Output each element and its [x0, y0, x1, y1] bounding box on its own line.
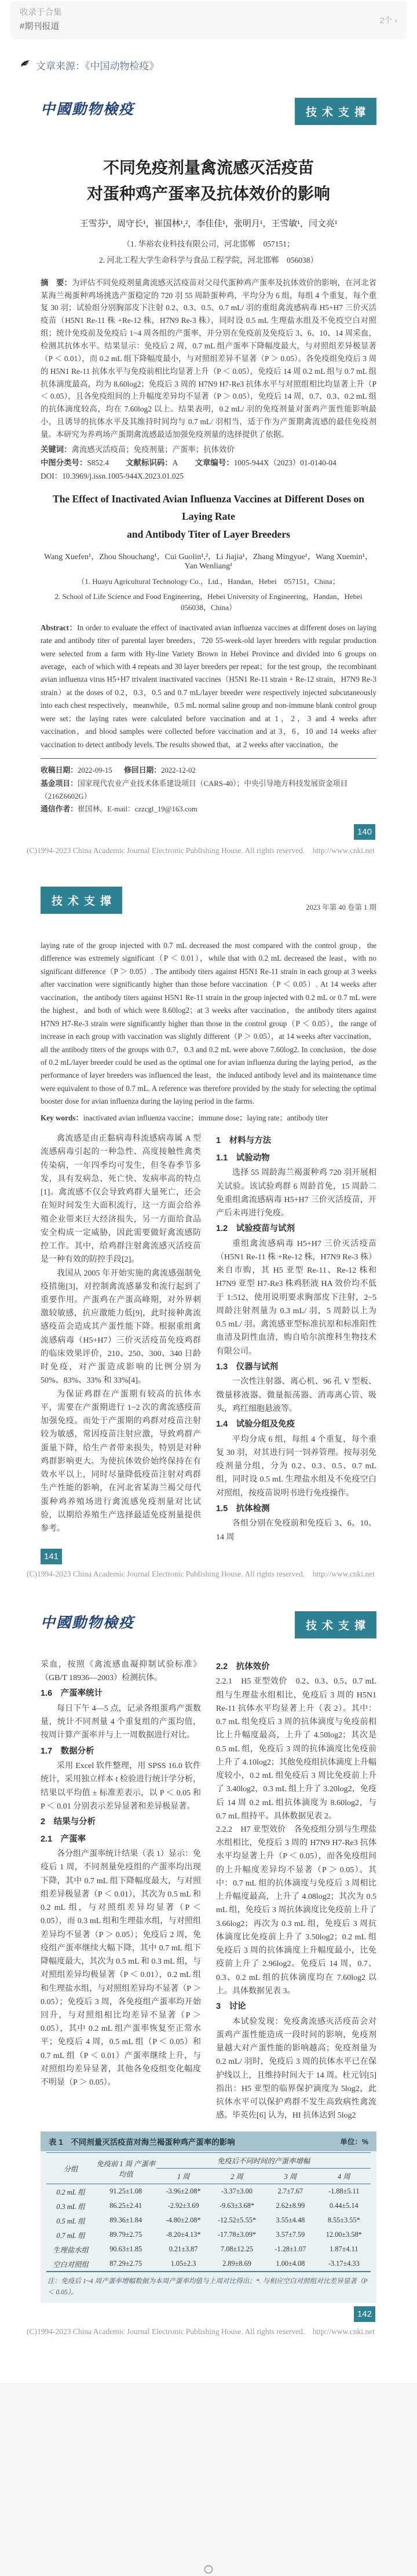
table-cell: -1.28±1.07 [275, 2245, 306, 2254]
table1-unit: 单位：% [340, 2138, 368, 2147]
paper-title-cn [41, 155, 376, 207]
table1-title-bar [41, 2132, 376, 2151]
section-3-text: 本试验发现：免疫禽流感灭活疫苗会对蛋鸡产蛋性能造成一段时间的影响，免疫剂量越大对产蛋性能的影响越高；免疫剂量为 0.2 mL/ 羽时，免疫后 3 周的抗体水平已在保护线以上，且维持时间大于 14 周。杜元钊[5] 指出：H5 亚型的临界保护滴度为 5log2，此抗体水平可以保护鸡群不发生高致病性禽流感。毕英佐[6] 认为，HI 抗体达到 5log2 [216, 2017, 376, 2121]
section-1-5-text-continued: 采血，按照《禽流感血凝抑制试验标准》（GB/T 18936—2003）检测抗体。 [41, 1660, 201, 1683]
clc-line [41, 457, 376, 468]
page3-right-column [216, 1658, 376, 2123]
table-cell: 生理盐水组 [53, 2246, 89, 2254]
paper-title-en-line1: The Effect of Inactivated Avian Influenza Vaccines at Different Doses on Laying Rate [53, 493, 364, 523]
table-cell: 0.21±3.87 [169, 2245, 198, 2254]
collection-card[interactable] [10, 1, 407, 39]
table-cell: 3.57±7.59 [276, 2230, 305, 2239]
table1-col-week1: 1 周 [177, 2173, 190, 2181]
article-no-label: 文章编号： [195, 458, 234, 467]
table-cell: -3.37±3.00 [221, 2187, 253, 2196]
table-cell: 91.25±1.08 [109, 2187, 142, 2196]
table1-title: 表 1 不同剂量灭活疫苗对海兰褐蛋种鸡产蛋率的影响 [49, 2138, 235, 2147]
table-row [46, 2228, 371, 2242]
table-cell: 空白对照组 [53, 2260, 89, 2269]
section-badge: 技术支撑 [295, 98, 376, 125]
keywords-en-text: inactivated avian influenza vaccine；immune dose；laying rate；antibody titer [83, 1113, 328, 1122]
table1-col-pre: 免疫前 1 周 产蛋率均值 [96, 2159, 155, 2178]
intro-paragraph-2: 我国从 2005 年开始实施的禽流感强制免疫措施[3]，对控制禽流感暴发和流行起到了重要作用。产蛋鸡在产蛋高峰期，对外界刺激较敏感，抗应激能力低[9]，此时接种禽流感疫苗会造成其产蛋性能下降。根据重组禽流感病毒（H5+H7）三价灭活疫苗免疫鸡群的临床效果评价，210、250、300、340 日龄时免疫，对产蛋造成影响的比例分别为 50%、83%、33% 和 33%[4]。 [41, 1269, 201, 1386]
table1-col-span: 免疫后不同时间的产蛋率增幅 [156, 2153, 371, 2169]
section-1-6-text: 每日下午 4—5 点，记录各组蛋鸡产蛋数量，统计不同剂量 4 个重复组的产蛋均值，按周计算产蛋率并与上一周数据进行对比。 [41, 1704, 201, 1740]
bottom-loading-area [0, 2383, 417, 2576]
corresponding-line [41, 803, 376, 816]
table-cell: 0.7 mL 组 [56, 2231, 85, 2240]
authors-cn: 王雪芬¹，周守长¹，崔国林¹,²，李佳佳¹，张明月¹，王雪敏¹，闫文亮¹ [79, 219, 338, 229]
fund-text: 国家现代农业产业技术体系建设项目（CARS-40）；中央引导地方科技发展资金项目（216Z6602G） [41, 779, 348, 800]
section-1-5-heading: 1.5 抗体检测 [216, 1504, 270, 1513]
table-cell: 0.3 mL 组 [56, 2202, 85, 2211]
page-number-140: 140 [354, 824, 375, 840]
section-2-2-1-text: 2.2.1 H5 亚型效价 0.2、0.3、0.5、0.7 mL 组与生理盐水组相比，免疫后 3 周的 H5N1 Re-11 抗体水平均显著上升（表 2）。其中：0.7 mL 组免疫后 3 周的抗体滴度与免疫前相比上升幅度最高，上升了 4.50log2；其次是 0.5 mL 组，免疫后 3 周的抗体滴度比免疫前上升了 4.10log2；其他免疫组抗体滴度上升幅度较小，0.2 mL 组免疫后 3 周比免疫前上升了 3.40log2，0.3 mL 组上升了 3.20log2，免疫后 14 周 0.2 mL 组抗体滴度为 8.60log2，与 0.7 mL 组持平。具体数据见表 2。 [216, 1677, 376, 1821]
section-badge: 技术支撑 [41, 887, 122, 914]
corresponding-text: 崔国林。E-mail：czzcgl_19@163.com [77, 805, 197, 814]
article-source-link[interactable]: 文章来源：《中国动物检疫》 [36, 61, 159, 72]
keywords-en-label: Key words： [41, 1113, 83, 1122]
table1-body-box [41, 2151, 376, 2302]
journal-bird-logo-icon [20, 58, 31, 72]
table-cell: -1.88±5.11 [328, 2187, 360, 2196]
copyright-line-2: (C)1994-2023 China Academic Journal Electronic Publishing House. All rights reserved. http://www.cnki.net [27, 1569, 375, 1578]
doi-line: DOI：10.3969/j.issn.1005-944X.2023.01.025 [41, 471, 184, 480]
collection-tag: #期刊报道 [20, 21, 60, 32]
paper-title-line2: 对蛋种鸡产蛋率及抗体效价的影响 [86, 184, 330, 203]
page2-footer [27, 1544, 376, 1581]
table1-col-week2: 2 周 [231, 2173, 243, 2181]
section-1-7-heading: 1.7 数据分析 [41, 1746, 94, 1756]
page1-footer [27, 816, 376, 860]
abstract-en-text: In order to evaluate the effect of inactivated avian influenza vaccines at different doses on laying rate and antibody titer of parental layer breeders，720 55-week-old layer breeders with regular production were selected from a farm with Hy-line Variety Brown in Hebei Province and divided into 6 groups on average，each of which with 4 repeats and 30 layer breeders per repeat；for the test group，the recombinant avian influenza virus H5+H7 trivalent inactivated vaccines（H5N1 Re-11 strain + Re-12 strain，H7N9 Re-3 strain）at the doses of 0.2，0.3，0.5 and 0.7 mL/layer breeder were respectively injected subcutaneously into each chest respectively，meanwhile，0.5 mL normal saline group and non-immune blank control group were set；the laying rates were calculated before vaccination and at 1，2，3 and 4 weeks after vaccination，and blood samples were collected before vaccination and at 3，6，10 and 14 weeks after vaccination to detect antibody levels. The results showed that，at 2 weeks after vaccination，the [41, 623, 376, 749]
collection-title: 收录于合集 [20, 8, 62, 17]
table1-col-week4: 4 周 [338, 2173, 350, 2181]
revised-value: 2022-12-02 [161, 766, 196, 774]
journal-logo: 中國動物檢疫 [41, 1615, 135, 1631]
table-cell: 3.55±4.48 [276, 2216, 305, 2225]
table-cell: 1.87±4.11 [330, 2245, 359, 2254]
keywords-text: 禽流感灭活疫苗；免疫剂量；产蛋率；抗体效价 [71, 444, 235, 454]
page3-columns [41, 1658, 376, 2123]
table-row [46, 2257, 371, 2272]
table1 [41, 2132, 376, 2302]
abstract-cn [41, 277, 376, 441]
paper-title-en [41, 490, 376, 543]
table-cell: -3.96±2.08* [166, 2187, 201, 2196]
section-2-2-heading: 2.2 抗体效价 [216, 1662, 270, 1671]
fund-label: 基金项目： [41, 778, 78, 788]
paper-title-en-line2: and Antibody Titer of Layer Breeders [127, 528, 290, 540]
intro-paragraph-3: 为保证鸡群在产蛋期有较高的抗体水平，需要在产蛋期进行 1~2 次的禽流感疫苗加强免疫。而处于产蛋期的鸡群对疫苗注射较为敏感，常因疫苗注射应激，导致鸡群产蛋量下降，给生产者带来损失，特别是对种鸡群影响更大。为使抗体效价始终保持在有效水平以上，同时尽量降低疫苗注射对鸡群生产性能的影响，在河北省某海兰褐父母代蛋种鸡养殖场进行禽流感免疫剂量对比试验，以期给养殖生产选择最适免疫剂量提供参考。 [41, 1390, 201, 1533]
table1-grid [46, 2152, 371, 2272]
table-row [46, 2242, 371, 2257]
section-2-heading: 2 结果与分析 [41, 1817, 96, 1827]
page2-header [41, 887, 376, 914]
table-cell: 89.79±2.75 [109, 2230, 142, 2239]
table1-body [46, 2184, 371, 2272]
section-1-7-text: 采用 Excel 软件整理，用 SPSS 16.0 软件统计，采用独立样本 t 检验进行统计学分析，结果以平均值 ± 标准差表示，以 P ＜ 0.05 和 P ＜ 0.01 分别表示差异显著和差异极显著。 [41, 1762, 201, 1811]
table-cell: -3.17±4.33 [328, 2259, 360, 2268]
affiliation-cn-1: （1. 华裕农业科技有限公司，河北邯郸 057151； [122, 239, 295, 248]
journal-page-141 [0, 887, 417, 1581]
section-1-3-heading: 1.3 仪器与试剂 [216, 1362, 279, 1372]
collection-count[interactable] [380, 14, 397, 26]
section-1-3-text: 一次性注射器、离心机、96 孔 V 型板、微量移液器、微量振荡器、消毒离心管、吸头，鸡红细胞悬液等。 [216, 1377, 376, 1413]
first-page-footnote [41, 758, 376, 816]
intro-paragraph-1: 禽流感是由正黏病毒科流感病毒属 A 型流感病毒引起的一种急性、高度接触性禽类传染病，一年四季均可发生，但冬春季节多发，具有发病急、死亡快、发病率高的特点[1]。禽流感不仅会导致鸡群大量死亡，还会在短时间发生大面积流行，这一方面会给养殖企业带来巨大经济损失，另一方面给食品安全构成一定威胁，因此需要做好禽流感防控工作。其中，给鸡群注射禽流感灭活疫苗是一种有效的防控手段[2]。 [41, 1134, 201, 1265]
copyright-line-1: (C)1994-2023 China Academic Journal Electronic Publishing House. All rights reserved. http://www.cnki.net [27, 846, 375, 855]
article-source-row [20, 58, 417, 72]
dates-line [41, 764, 376, 777]
affiliation-cn-2: 2. 河北工程大学生命科学与食品工程学院，河北邯郸 056038） [99, 255, 318, 264]
section-3-heading: 3 讨论 [216, 2002, 246, 2012]
page2-right-column [216, 1132, 376, 1544]
table-row [46, 2199, 371, 2213]
table1-note: 注：免疫后 1~4 周产蛋率增幅数据为本周产蛋率均值与上周对比得出；*. 与相应空白对照组对比差异显著（P ＜ 0.05）。 [47, 2277, 368, 2296]
table-cell: 0.2 mL 组 [56, 2188, 85, 2196]
table-cell: -4.80±2.08* [166, 2216, 201, 2225]
received-value: 2022-09-15 [77, 766, 112, 774]
journal-page-142 [0, 1611, 417, 2338]
table-cell: 12.00±3.58* [325, 2230, 362, 2239]
table-cell: -17.78±3.09* [217, 2230, 257, 2239]
section-badge: 技术支撑 [295, 1611, 376, 1638]
section-1-4-heading: 1.4 试验分组及免疫 [216, 1420, 295, 1430]
page2-left-column [41, 1132, 201, 1544]
collection-count-label: 2个 [379, 15, 393, 25]
table-cell: 0.44±5.14 [329, 2202, 359, 2210]
table-cell: -2.92±3.69 [167, 2202, 199, 2210]
keywords-label: 关键词： [41, 444, 72, 454]
table-cell: 7.08±12.25 [221, 2245, 253, 2254]
section-2-1-heading: 2.1 产蛋率 [41, 1834, 86, 1844]
page-number-142: 142 [354, 2306, 375, 2322]
section-1-2-text: 重组禽流感病毒 H5+H7 三价灭活疫苗（H5N1 Re-11 株 +Re-12 株，H7N9 Re-3 株）来自市购，其 H5 亚型 Re-11、Re-12 株和 H7N9 亚型 H7-Re3 株鸡胚液 HA 效价均不低于 1:512，使用说明要求胸部皮下注射，2~5 周龄注射剂量为 0.3 mL/ 羽，5 周龄以上为 0.5 mL/ 羽。禽流感亚型标准抗原和标准阳性血清及阴性血清，购自哈尔滨维科生物技术有限公司。 [216, 1239, 376, 1356]
table1-col-group: 分组 [63, 2165, 78, 2173]
abstract-en-label: Abstract： [41, 623, 78, 632]
section-1-6-heading: 1.6 产蛋率统计 [41, 1689, 103, 1699]
journal-page-140 [0, 98, 417, 860]
journal-logo: 中國動物檢疫 [41, 102, 135, 118]
section-1-5-text: 各组分别在免疫前和免疫后 3、6、10、14 周 [216, 1519, 376, 1542]
page3-left-column [41, 1658, 201, 2123]
received-label: 收稿日期： [41, 766, 78, 774]
table-row [46, 2213, 371, 2228]
section-1-2-heading: 1.2 试验疫苗与试剂 [216, 1224, 295, 1234]
issue-info: 2023 年第 40 卷第 1 期 [306, 903, 376, 912]
section-2-1-text: 各分组产蛋率统计结果（表 1）显示：免疫后 1 周，不同剂量免疫组的产蛋率均出现下降，其中 0.7 mL 组下降幅度最大，与对照组差异极显著（P ＜ 0.01），其次为 0.5 mL 和 0.2 mL 组，与对照组差异均显著（P ＜ 0.05），而 0.3 mL 组和生理盐水组，与对照组差异均不显著（P ＞ 0.05）；免疫后 2 周，免疫组产蛋率继续大幅下降，其中 0.7 mL 组下降幅度最大，其次为 0.5 mL 和 0.3 mL 组，与对照组差异均极显著（P ＜ 0.01），0.2 mL 组和生理盐水组，与对照组差异均不显著（P ＞ 0.05）；免疫后 3 周，各免疫组产蛋率均开始回升，与对照组相比均差异不显著（P ＞ 0.05），其中 0.2 mL 组产蛋率恢复至正常水平；免疫后 4 周，0.5 mL 组（P ＜ 0.05）和 0.7 mL 组（P ＜ 0.01）产蛋率继续上升，与对照组均差异显著，其他各免疫组变化幅度不明显（P ＞ 0.05）。 [41, 1850, 201, 2088]
table-cell: 0.5 mL 组 [56, 2217, 85, 2225]
table-cell: 1.05±2.3 [170, 2259, 196, 2268]
page3-footer [27, 2303, 376, 2338]
section-1-4-text: 平均分成 6 组，每组 4 个重复，每个重复 30 羽，对其进行同一饲养管理。按每羽免疫剂量分组，分为 0.2、0.3、0.5、0.7 mL 组，同时设 0.5 mL 生理盐水组及不免疫空白对照组，按疫苗说明书进行免疫操作。 [216, 1435, 376, 1498]
table-cell: 86.25±2.41 [109, 2202, 142, 2210]
doc-code-value: A [172, 458, 178, 467]
corresponding-label: 通信作者： [41, 804, 78, 814]
table-cell: -8.20±4.13* [166, 2230, 201, 2239]
fund-line [41, 777, 376, 803]
table-cell: 89.36±1.84 [109, 2216, 142, 2225]
copyright-line-3: (C)1994-2023 China Academic Journal Electronic Publishing House. All rights reserved. http://www.cnki.net [27, 2327, 375, 2336]
page-number-141: 141 [41, 1549, 62, 1564]
table-row [46, 2184, 371, 2199]
loading-spinner-icon [204, 2565, 213, 2574]
affiliation-en-2: 2. School of Life Science and Food Engineering，Hebei University of Engineering，Handan，Hebei 056038，China） [54, 591, 370, 612]
page2-columns [41, 1132, 376, 1544]
section-2-2-2-text: 2.2.2 H7 亚型效价 各免疫组分别与生理盐水组相比，免疫后 3 周的 H7N9 H7-Re3 抗体水平均显著上升（P ＜ 0.05），而各免疫组间的上升幅度差异均不显著（P ＞ 0.05）。其中：0.7 mL 组的抗体滴度与免疫后 3 周相比上升幅度最高，上升了 4.08log2；其次为 0.5 mL 组，免疫后 3 周抗体滴度比免疫前上升了 3.66log2；再次为 0.3 mL 组，免疫后 3 周抗体滴度比免疫前上升了 3.50log2；0.2 mL 组免疫后 3 周的抗体滴度上升幅度最小，比免疫前上升了 2.96log2。免疫后 14 周，0.7、0.3、0.2 mL 组的抗体滴度均在 7.60log2 以上。具体数据见表 3。 [216, 1825, 376, 1996]
table-cell: 2.62±8.99 [276, 2202, 305, 2210]
table-cell: 90.63±1.85 [109, 2245, 142, 2254]
abstract-label: 摘 要： [41, 278, 72, 287]
table-cell: -12.52±5.55* [217, 2216, 257, 2225]
table1-col-week3: 3 周 [284, 2173, 297, 2181]
clc-label: 中图分类号： [41, 458, 87, 467]
affiliation-en-1: （1. Huayu Agricultural Technology Co.，Ltd.，Handan，Hebei 057151，China； [77, 576, 340, 586]
collection-info [20, 6, 62, 34]
table-cell: 2.89±8.69 [222, 2259, 251, 2268]
revised-label: 修回日期： [124, 766, 162, 774]
section-1-1-text: 选择 55 周龄海兰褐蛋种鸡 720 羽开展相关试验。该试验鸡群 6 周龄首免，15 周龄二免重组禽流感病毒 H5+H7 三价灭活疫苗，开产后未再进行免疫。 [216, 1168, 376, 1218]
table-cell: -9.63±3.68* [219, 2202, 254, 2210]
table-cell: 8.55±3.55* [327, 2216, 360, 2225]
table-cell: 87.29±2.75 [109, 2259, 142, 2268]
section-1-heading: 1 材料与方法 [216, 1136, 272, 1146]
keywords-line [41, 443, 376, 454]
table-cell: 2.7±7.67 [277, 2187, 303, 2196]
paper-title-line1: 不同免疫剂量禽流感灭活疫苗 [103, 159, 314, 177]
doc-code-label: 文献标识码： [126, 458, 173, 467]
section-1-1-heading: 1.1 试验动物 [216, 1153, 270, 1163]
keywords-en-line [41, 1112, 376, 1125]
article-no-value: 1005-944X（2023）01-0140-04 [233, 458, 336, 467]
abstract-text: 为评估不同免疫剂量禽流感灭活疫苗对父母代蛋种鸡产蛋率及抗体效价的影响，在河北省某海兰褐蛋种鸡场挑选产蛋稳定的 720 羽 55 周龄蛋种鸡，平均分为 6 组，每组 4 个重复，每个重复 30 羽；试验组分别胸部皮下注射 0.2、0.3、0.5、0.7 mL/ 羽的重组禽流感病毒 H5+H7 三价灭活疫苗（H5N1 Re-11 株 +Re-12 株，H7N9 Re-3 株），同时设 0.5 mL 生理盐水组及不免疫空白对照组；统计免疫前及免疫后 1~4 周各组的产蛋率，并分别在免疫前及免疫后 3、6、10、14 周采血，检测其抗体水平。结果显示：免疫后 2 周，0.7 mL 组产蛋率下降幅度最大，与对照组差异极显著（P ＜ 0.01），而 0.2 mL 组下降幅度最小，与对照组差异不显著（P ＞ 0.05）。各免疫组免疫后 3 周的 H5N1 Re-11 抗体水平与免疫前相比均显著上升（P ＜ 0.05），免疫后 14 周 0.2 mL 组与 0.7 mL 组抗体滴度最高，均为 8.60log2；免疫后 3 周的 H7N9 H7-Re3 抗体水平与对照组相比均显著上升（P ＜ 0.05），且各免疫组间的上升幅度差异均不显著（P ＞ 0.05），免疫后 14 周，0.7、0.3、0.2 mL 组的抗体滴度较高，均在 7.60log2 以上。结果表明，0.2 mL/ 羽的免疫剂量对蛋鸡产蛋性能影响最小，且诱导的抗体水平及其维持时间均与 0.7 mL/ 羽相当，适于作为产蛋期禽流感的最佳免疫剂量。本研究为养鸡场产蛋期禽流感最适加强免疫剂量的选择提供了依据。 [41, 278, 377, 439]
page3-header [41, 1611, 376, 1638]
abstract-en-continued: laying rate of the group injected with 0.7 mL decreased the most compared with the control group，the difference was extremely significant（P ＜ 0.01），while that with 0.2 mL decreased the least，with no significant difference（P ＞ 0.05）. The antibody titers against H5N1 Re-11 strain in each group at 3 weeks after vaccination were significantly higher than those before vaccination（P ＜ 0.05）. At 14 weeks after vaccination，the antibody titers against H5N1 Re-11 strain in the group injected with 0.2 mL or 0.7 mL were the highest，and both of which were 8.60log2；at 3 weeks after vaccination，the antibody titers against H7N9 H7-Re-3 strain were significantly higher than those in the control group（P ＜ 0.05），the range of increase in each group with vaccination was slightly different（P ＞ 0.05），at 14 weeks after vaccination，all the antibody titers of the groups with 0.7，0.3 and 0.2 mL were above 7.60log2. In conclusion，the dose of 0.2 mL/layer breeder could be used as the optimal one for avian influenza during the laying period，as the performance of layer breeders was influenced the least，the induced antibody level and its maintenance time were equivalent to those of 0.7 mL. A reference was therefore provided by the study for selecting the optimal booster dose for avian influenza during the laying period in the farms. [41, 941, 376, 1106]
abstract-en [41, 622, 376, 751]
clc-value: S852.4 [87, 458, 109, 467]
authors-en: Wang Xuefen¹，Zhou Shouchang¹，Cui Guolin¹,²，Li Jiajia¹，Zhang Mingyue¹，Wang Xuemin¹，Yan Wenliang¹ [44, 552, 373, 571]
table-cell: 1.00±4.08 [276, 2259, 305, 2268]
page1-header [41, 98, 376, 125]
chevron-right-icon: › [394, 15, 397, 25]
